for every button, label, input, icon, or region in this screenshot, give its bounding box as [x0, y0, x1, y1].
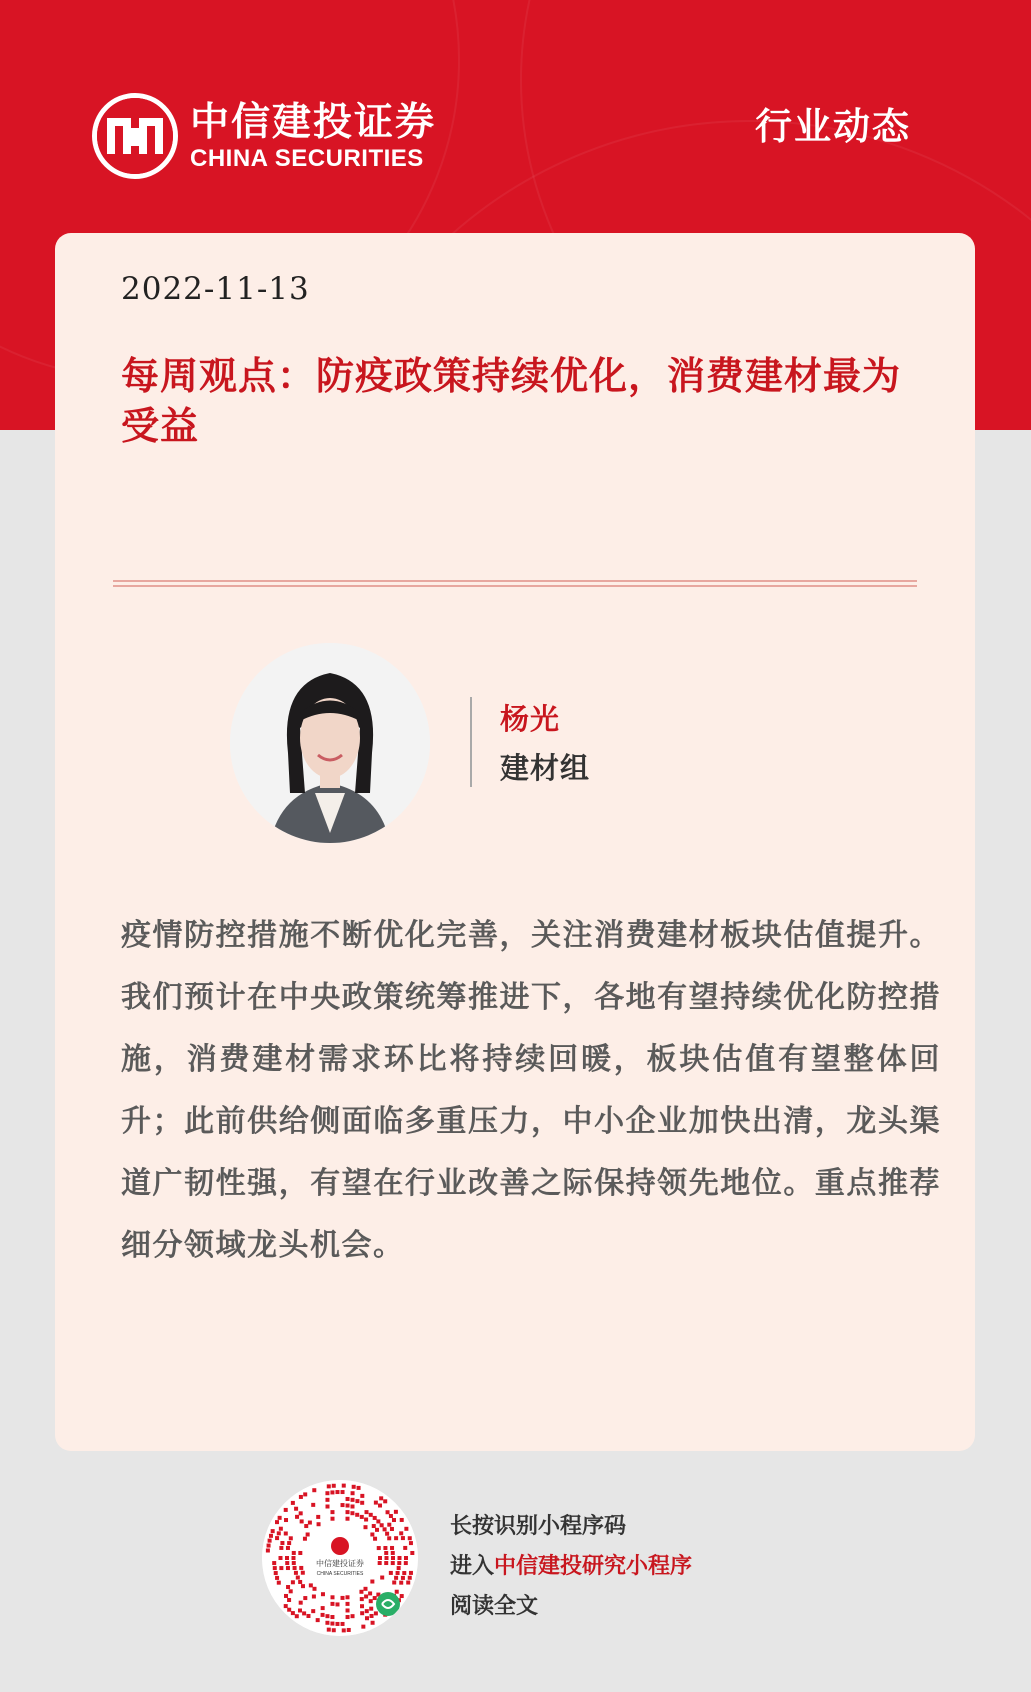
qr-dot	[341, 1503, 345, 1507]
qr-dot	[397, 1561, 401, 1565]
qr-dot	[299, 1495, 303, 1499]
qr-dot	[277, 1531, 281, 1535]
author-group: 建材组	[500, 751, 591, 785]
qr-dot	[383, 1546, 387, 1550]
qr-dot	[347, 1628, 351, 1632]
qr-dot	[302, 1611, 306, 1615]
qr-dot	[360, 1604, 364, 1608]
qr-dot	[275, 1520, 279, 1524]
qr-dot	[391, 1551, 395, 1555]
qr-dot	[409, 1571, 413, 1575]
qr-dot	[391, 1556, 395, 1560]
qr-dot	[299, 1566, 303, 1570]
logo-english: CHINA SECURITIES	[190, 145, 424, 172]
qr-dot	[380, 1576, 384, 1580]
qr-dot	[373, 1516, 377, 1520]
qr-dot	[335, 1490, 339, 1494]
qr-dot	[299, 1601, 303, 1605]
qr-dot	[295, 1614, 299, 1618]
qr-dot	[287, 1541, 291, 1545]
qr-dot	[303, 1492, 307, 1496]
qr-dot	[360, 1494, 364, 1498]
qr-dot	[291, 1580, 295, 1584]
qr-dot	[341, 1596, 345, 1600]
qr-dot	[360, 1501, 364, 1505]
qr-dot	[359, 1590, 363, 1594]
qr-dot	[383, 1527, 387, 1531]
qr-dot	[389, 1571, 393, 1575]
citic-logo-icon	[92, 93, 178, 179]
qr-dot	[306, 1614, 310, 1618]
qr-dot	[321, 1592, 325, 1596]
qr-dot	[325, 1491, 329, 1495]
qr-dot	[346, 1510, 350, 1514]
qr-dot	[342, 1484, 346, 1488]
qr-dot	[269, 1534, 273, 1538]
qr-dot	[284, 1508, 288, 1512]
qr-dot	[296, 1576, 300, 1580]
qr-dot	[365, 1510, 369, 1514]
qr-dot	[327, 1628, 331, 1632]
qr-dot	[316, 1515, 320, 1519]
qr-dot	[294, 1507, 298, 1511]
qr-dot	[404, 1561, 408, 1565]
qr-dot	[284, 1594, 288, 1598]
qr-dot	[351, 1614, 355, 1618]
qr-dot	[397, 1566, 401, 1570]
qr-dot	[387, 1523, 391, 1527]
qr-dot	[331, 1595, 335, 1599]
qr-dot	[394, 1576, 398, 1580]
qr-dot	[402, 1571, 406, 1575]
qr-dot	[355, 1513, 359, 1517]
qr-dot	[394, 1536, 398, 1540]
qr-dot	[390, 1546, 394, 1550]
qr-dot	[309, 1583, 313, 1587]
qr-dot	[345, 1517, 349, 1521]
qr-dot	[335, 1602, 339, 1606]
publish-date: 2022-11-13	[121, 271, 310, 307]
qr-dot	[398, 1556, 402, 1560]
qr-dot	[363, 1587, 367, 1591]
qr-dot	[291, 1611, 295, 1615]
qr-dot	[345, 1595, 349, 1599]
qr-dot	[266, 1549, 270, 1553]
qr-dot	[404, 1527, 408, 1531]
qr-dot	[279, 1527, 283, 1531]
qr-dot	[300, 1519, 304, 1523]
qr-dot	[279, 1546, 283, 1550]
qr-dot	[325, 1498, 329, 1502]
qr-dot	[360, 1515, 364, 1519]
qr-dot	[293, 1566, 297, 1570]
qr-dot	[289, 1536, 293, 1540]
qr-dot	[303, 1596, 307, 1600]
qr-dot	[346, 1504, 350, 1508]
qr-dot	[330, 1602, 334, 1606]
qr-dot	[274, 1571, 278, 1575]
qr-dot	[273, 1566, 277, 1570]
qr-dot	[341, 1622, 345, 1626]
qr-dot	[360, 1611, 364, 1615]
qr-dot	[370, 1580, 374, 1584]
qr-dot	[409, 1541, 413, 1545]
mini-program-name[interactable]: 中信建投研究小程序	[494, 1553, 693, 1579]
qr-line-1: 长按识别小程序码	[450, 1513, 627, 1539]
qr-dot	[332, 1628, 336, 1632]
qr-dot	[299, 1511, 303, 1515]
qr-dot	[301, 1571, 305, 1575]
author-name: 杨光	[500, 702, 561, 736]
author-avatar	[230, 643, 430, 843]
qr-dot	[410, 1551, 414, 1555]
qr-dot	[325, 1614, 329, 1618]
article-summary: 疫情防控措施不断优化完善，关注消费建材板块估值提升。我们预计在中央政策统筹推进下，各地有望持续优化防控措施，消费建材需求环比将持续回暖，板块估值有望整体回升；此前供给侧面临多重压力，中小企业加快出清，龙头渠道广韧性强，有望在行业改善之际保持领先地位。重点推荐细分领域龙头机会。	[121, 918, 941, 1263]
qr-dot	[368, 1591, 372, 1595]
qr-dot	[369, 1599, 373, 1603]
brand-logo	[92, 92, 436, 180]
qr-dot	[371, 1621, 375, 1625]
qr-dot	[401, 1576, 405, 1580]
qr-dot	[287, 1608, 291, 1612]
qr-dot	[389, 1514, 393, 1518]
qr-dot	[378, 1556, 382, 1560]
qr-dot	[330, 1615, 334, 1619]
qr-dot	[313, 1587, 317, 1591]
qr-dot	[321, 1606, 325, 1610]
qr-dot	[330, 1622, 334, 1626]
qr-dot	[311, 1503, 315, 1507]
qr-dot	[360, 1597, 364, 1601]
qr-dot	[277, 1581, 281, 1585]
qr-dot	[298, 1551, 302, 1555]
qr-line-2-prefix: 进入	[450, 1553, 495, 1579]
qr-dot	[287, 1598, 291, 1602]
qr-dot	[292, 1551, 296, 1555]
qr-dot	[304, 1524, 308, 1528]
qr-dot	[387, 1536, 391, 1540]
qr-dot	[284, 1604, 288, 1608]
qr-dot	[285, 1561, 289, 1565]
qr-dot	[292, 1561, 296, 1565]
qr-dot	[404, 1556, 408, 1560]
qr-dot	[365, 1616, 369, 1620]
qr-dot	[408, 1536, 412, 1540]
qr-dot	[306, 1532, 310, 1536]
qr-dot	[376, 1519, 380, 1523]
qr-dot	[341, 1490, 345, 1494]
qr-dot	[308, 1521, 312, 1525]
double-divider	[113, 580, 917, 587]
qr-dot	[346, 1608, 350, 1612]
qr-dot	[384, 1551, 388, 1555]
qr-dot	[279, 1556, 283, 1560]
qr-dot	[399, 1581, 403, 1585]
qr-dot	[289, 1589, 293, 1593]
qr-dot	[316, 1618, 320, 1622]
qr-dot	[327, 1484, 331, 1488]
qr-dot	[374, 1611, 378, 1615]
qr-dot	[311, 1609, 315, 1613]
qr-dot	[284, 1518, 288, 1522]
qr-dot	[301, 1584, 305, 1588]
qr-dot	[408, 1576, 412, 1580]
section-label: 行业动态	[755, 104, 911, 148]
qr-dot	[386, 1510, 390, 1514]
qr-dot	[395, 1590, 399, 1594]
qr-logo-en: CHINA SECURITIES	[316, 1571, 364, 1577]
qr-dot	[375, 1528, 379, 1532]
qr-dot	[346, 1497, 350, 1501]
qr-dot	[400, 1594, 404, 1598]
qr-dot	[370, 1532, 374, 1536]
qr-dot	[352, 1485, 356, 1489]
qr-dot	[374, 1501, 378, 1505]
qr-dot	[325, 1621, 329, 1625]
qr-dot	[379, 1496, 383, 1500]
qr-dot	[361, 1625, 365, 1629]
qr-dot	[365, 1609, 369, 1613]
qr-dot	[369, 1513, 373, 1517]
qr-dot	[357, 1486, 361, 1490]
qr-dot	[342, 1628, 346, 1632]
qr-dot	[378, 1504, 382, 1508]
qr-dot	[351, 1491, 355, 1495]
qr-dot	[391, 1561, 395, 1565]
qr-dot	[350, 1504, 354, 1508]
qr-dot	[330, 1510, 334, 1514]
qr-dot	[286, 1585, 290, 1589]
qr-dot	[346, 1602, 350, 1606]
mini-program-qr-code[interactable]	[262, 1480, 418, 1636]
qr-dot	[330, 1490, 334, 1494]
qr-dot	[286, 1546, 290, 1550]
qr-dot	[321, 1613, 325, 1617]
article-title[interactable]: 每周观点：防疫政策持续优化，消费建材最为受益	[121, 353, 902, 448]
author-separator	[470, 697, 472, 787]
qr-dot	[383, 1499, 387, 1503]
qr-dot	[364, 1594, 368, 1598]
qr-dot	[272, 1561, 276, 1565]
qr-dot	[351, 1498, 355, 1502]
qr-dot	[377, 1546, 381, 1550]
qr-dot	[401, 1536, 405, 1540]
qr-dot	[392, 1581, 396, 1585]
qr-dot	[355, 1499, 359, 1503]
qr-dot	[390, 1527, 394, 1531]
qr-dot	[384, 1561, 388, 1565]
qr-dot	[385, 1556, 389, 1560]
article-card	[55, 233, 975, 1451]
qr-dot	[373, 1537, 377, 1541]
qr-dot	[392, 1518, 396, 1522]
qr-dot	[298, 1580, 302, 1584]
qr-dot	[267, 1544, 271, 1548]
qr-dot	[372, 1524, 376, 1528]
qr-line-3: 阅读全文	[450, 1593, 539, 1619]
logo-chinese: 中信建投证券	[190, 99, 437, 145]
qr-dot	[303, 1537, 307, 1541]
qr-dot	[292, 1556, 296, 1560]
qr-dot	[335, 1622, 339, 1626]
qr-dot	[332, 1484, 336, 1488]
qr-dot	[378, 1561, 382, 1565]
qr-dot	[285, 1556, 289, 1560]
qr-dot	[364, 1518, 368, 1522]
qr-dot	[373, 1596, 377, 1600]
qr-dot	[275, 1536, 279, 1540]
qr-dot	[385, 1532, 389, 1536]
qr-dot	[278, 1516, 282, 1520]
qr-dot	[350, 1511, 354, 1515]
qr-instructions	[450, 1506, 692, 1626]
qr-dot	[317, 1522, 321, 1526]
qr-dot	[380, 1523, 384, 1527]
qr-dot	[406, 1581, 410, 1585]
qr-dot	[394, 1510, 398, 1514]
qr-dot	[284, 1531, 288, 1535]
qr-dot	[298, 1608, 302, 1612]
qr-dot	[286, 1566, 290, 1570]
qr-dot	[275, 1576, 279, 1580]
qr-dot	[294, 1571, 298, 1575]
qr-dot	[295, 1515, 299, 1519]
qr-dot	[346, 1615, 350, 1619]
qr-dot	[312, 1594, 316, 1598]
qr-dot	[280, 1541, 284, 1545]
qr-dot	[312, 1488, 316, 1492]
qr-dot	[369, 1607, 373, 1611]
qr-dot	[399, 1531, 403, 1535]
qr-dot	[370, 1614, 374, 1618]
qr-logo-cn: 中信建投证券	[316, 1559, 364, 1568]
qr-dot	[291, 1501, 295, 1505]
qr-dot	[403, 1546, 407, 1550]
qr-dot	[326, 1504, 330, 1508]
qr-dot	[331, 1517, 335, 1521]
qr-dot	[363, 1525, 367, 1529]
qr-dot	[268, 1539, 272, 1543]
qr-dot	[400, 1518, 404, 1522]
qr-dot	[271, 1529, 275, 1533]
qr-line-2	[450, 1546, 692, 1586]
qr-dot	[396, 1571, 400, 1575]
qr-dot	[279, 1566, 283, 1570]
